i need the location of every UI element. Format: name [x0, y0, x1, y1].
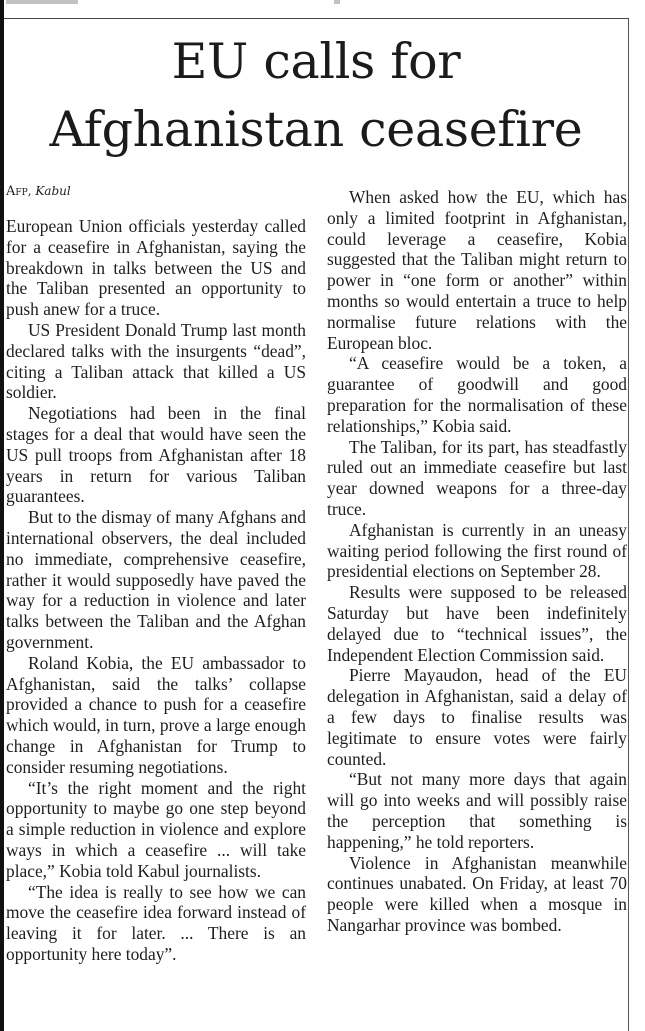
- article-column-left: [6, 216, 306, 965]
- paragraph: US President Donald Trump last month declared talks with the insurgents “dead”, citing a Taliban attack that killed a US soldier.: [6, 319, 306, 403]
- paragraph: The Taliban, for its part, has steadfastly ruled out an immediate ceasefire but last year downed weapons for a three-day truce.: [327, 436, 627, 519]
- top-divider: [4, 18, 628, 19]
- column-edge-rule: [628, 18, 629, 1031]
- paragraph: “The idea is really to see how we can move the ceasefire idea forward instead of leaving it for later. ... There is an opportunity here today”.: [6, 881, 306, 964]
- headline: [4, 28, 628, 164]
- paragraph: Pierre Mayaudon, head of the EU delegation in Afghanistan, said a delay of a few days to finalise results was legitimate to ensure votes were fairly counted.: [327, 665, 627, 769]
- paragraph: “But not many more days that again will go into weeks and will possibly raise the perception that something is happening,” he told reporters.: [327, 769, 627, 852]
- headline-line-2: Afghanistan ceasefire: [49, 101, 583, 158]
- paragraph: European Union officials yesterday called for a ceasefire in Afghanistan, saying the breakdown in talks between the US and the Taliban presented an opportunity to push anew for a truce.: [6, 216, 306, 320]
- byline-city: Kabul: [35, 184, 71, 198]
- paragraph: “It’s the right moment and the right opportunity to maybe go one step beyond a simple reduction in violence and explore ways in which a ceasefire ... will take place,” Kobia told Kabul journalists.: [6, 777, 306, 881]
- clipped-previous-mark: [334, 0, 340, 4]
- article-column-right: [327, 187, 627, 936]
- byline: Afp, Kabul: [6, 184, 71, 199]
- paragraph: Results were supposed to be released Saturday but have been indefinitely delayed due to “technical issues”, the Independent Election Commission said.: [327, 582, 627, 665]
- paragraph: Roland Kobia, the EU ambassador to Afghanistan, said the talks’ collapse provided a chance to push for a ceasefire which would, in turn, prove a large enough change in Afghanistan for Trump to consider resuming negotiations.: [6, 652, 306, 777]
- paragraph: Afghanistan is currently in an uneasy waiting period following the first round of presidential elections on September 28.: [327, 519, 627, 582]
- paragraph: But to the dismay of many Afghans and international observers, the deal included no immediate, comprehensive ceasefire, rather it would supposedly have paved the way for a reduction in violence and later talks between the Taliban and the Afghan government.: [6, 507, 306, 652]
- paragraph: “A ceasefire would be a token, a guarantee of goodwill and good preparation for the normalisation of these relationships,” Kobia said.: [327, 353, 627, 436]
- clipped-previous-text: [6, 0, 78, 4]
- paragraph: Violence in Afghanistan meanwhile continues unabated. On Friday, at least 70 people were killed when a mosque in Nangarhar province was bombed.: [327, 852, 627, 935]
- byline-agency: Afp: [6, 184, 28, 199]
- headline-line-1: EU calls for: [171, 33, 461, 90]
- paragraph: Negotiations had been in the final stages for a deal that would have seen the US pull troops from Afghanistan after 18 years in return for various Taliban guarantees.: [6, 403, 306, 507]
- paragraph: When asked how the EU, which has only a limited footprint in Afghanistan, could leverage a ceasefire, Kobia suggested that the Taliban might return to power in “one form or another” within months so would entertain a truce to help normalise future relations with the European bloc.: [327, 187, 627, 353]
